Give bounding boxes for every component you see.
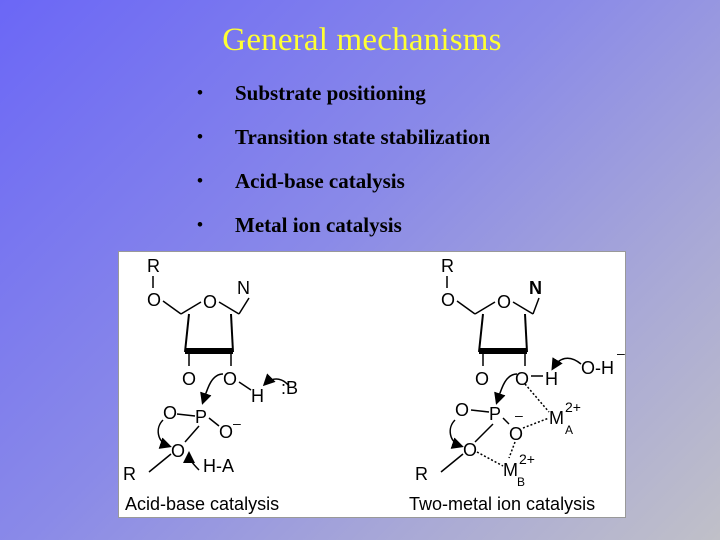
bullet-dot: • — [197, 127, 203, 146]
metal-a-label: M — [549, 408, 564, 428]
bullet-text: Substrate positioning — [235, 81, 426, 105]
r-top-label: R — [147, 256, 160, 276]
bond — [471, 410, 489, 412]
bullet-dot: • — [197, 83, 203, 102]
h-label: H — [251, 386, 264, 406]
slide-title: General mechanisms — [222, 22, 502, 58]
o-p-label: O — [455, 400, 470, 420]
n-label: N — [529, 278, 542, 298]
mechanism-diagram — [119, 252, 625, 517]
bond — [239, 298, 249, 314]
bullet-text: Transition state stabilization — [235, 125, 491, 149]
o-top-label: O — [441, 290, 456, 310]
o-ring-label: O — [497, 292, 512, 312]
ring-bond — [475, 302, 495, 314]
metal-a-charge: 2+ — [565, 399, 581, 415]
charge-label: – — [233, 415, 241, 431]
metal-b-charge: 2+ — [519, 451, 535, 467]
ring-bond — [231, 314, 233, 352]
ring-bold-bond — [185, 348, 233, 354]
bond — [163, 301, 181, 314]
proton-arrow — [553, 358, 581, 368]
r-bottom-label: R — [123, 464, 136, 484]
acid-base-caption: Acid-base catalysis — [125, 494, 280, 514]
bond — [177, 414, 195, 416]
bond — [475, 424, 493, 442]
ring-bold-bond — [479, 348, 527, 354]
ring-bond — [185, 314, 189, 352]
p-label: P — [195, 407, 208, 427]
metal-b-subscript: B — [517, 475, 526, 489]
charge-label: – — [515, 407, 523, 423]
o-left-label: O — [182, 369, 197, 389]
ha-label: H-A — [203, 456, 234, 476]
o-minus-label: O — [219, 422, 234, 442]
o-right-label: O — [515, 369, 530, 389]
bullet-list — [197, 78, 490, 254]
bullet-item — [197, 166, 490, 210]
o-right-label: O — [223, 369, 238, 389]
ring-bond — [525, 314, 527, 352]
bond — [149, 454, 171, 472]
metal-a-subscript: A — [565, 423, 574, 437]
coordination-bond — [477, 452, 503, 466]
metal-b-label: M — [503, 460, 518, 480]
o-top-label: O — [147, 290, 162, 310]
p-label: P — [489, 404, 502, 424]
acid-arrow — [189, 454, 199, 470]
bond — [239, 382, 251, 390]
electron-arrow — [450, 420, 461, 446]
two-metal-caption: Two-metal ion catalysis — [409, 494, 596, 514]
o-bottom-label: O — [463, 440, 478, 460]
r-top-label: R — [441, 256, 454, 276]
n-label: N — [237, 278, 250, 298]
bullet-text: Metal ion catalysis — [235, 213, 402, 237]
bullet-item — [197, 78, 490, 122]
bond — [185, 426, 199, 442]
bond — [533, 298, 539, 314]
hydroxide-label: O-H — [581, 358, 614, 378]
bullet-dot: • — [197, 171, 203, 190]
bullet-text: Acid-base catalysis — [235, 169, 405, 193]
two-metal-panel — [409, 256, 625, 514]
o-below-p-label: O — [509, 424, 524, 444]
o-bottom-label: O — [171, 441, 186, 461]
bullet-dot: • — [197, 215, 203, 234]
h-label: H — [545, 369, 558, 389]
o-left-label: O — [475, 369, 490, 389]
ring-bond — [513, 302, 533, 314]
o-p-label: O — [163, 403, 178, 423]
bullet-item — [197, 122, 490, 166]
ring-bond — [479, 314, 483, 352]
bond — [209, 418, 219, 426]
base-label: :B — [281, 378, 299, 398]
ring-bond — [181, 302, 201, 314]
charge-label: – — [617, 345, 625, 361]
coordination-bond — [509, 442, 515, 458]
mechanism-figure — [118, 251, 626, 518]
electron-arrow — [158, 420, 169, 446]
coordination-bond — [523, 418, 549, 428]
ring-bond — [219, 302, 239, 314]
attack-arrow — [203, 374, 223, 402]
attack-arrow — [497, 374, 517, 402]
bond — [441, 454, 463, 472]
acid-base-panel — [123, 256, 298, 514]
r-bottom-label: R — [415, 464, 428, 484]
o-ring-label: O — [203, 292, 218, 312]
bond — [457, 301, 475, 314]
bullet-item — [197, 210, 490, 254]
